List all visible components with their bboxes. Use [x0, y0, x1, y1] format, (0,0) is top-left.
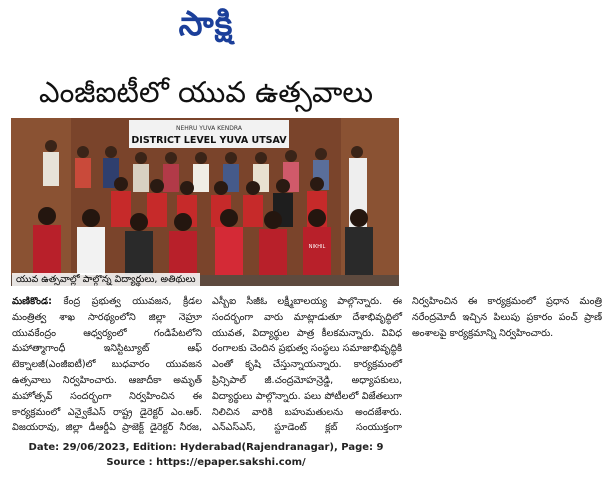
- article-dateline: మణికొండ:: [12, 296, 52, 307]
- article-body: [12, 294, 602, 446]
- jersey-text: NIKHIL: [308, 244, 326, 250]
- banner-title: DISTRICT LEVEL YUVA UTSAV: [131, 135, 287, 146]
- article-body-text: కేంద్ర ప్రభుత్వ యువజన, క్రీడల మంత్రిత్వ శాఖ సారథ్యంలోని జిల్లా నెహ్రూ యువకేంద్రం ఆధ్వర్యంలో గండిపేటలోని మహాత్మాగాంధీ ఇనిస్టిట్యూట్ ఆఫ్ టెక్నాలజీ(ఎంజీఐటీ)లో బుధవారం యువజన ఉత్సవాలు నిర్వహించారు. ఆజాదీకా అమృత్ మహోత్సవ్ సందర్భంగా నిర్వహించిన ఈ కార్యక్రమంలో ఎన్వైకేఎస్ రాష్ట్ర డైరెక్టర్ ఎం.ఆర్. విజయరావు, జిల్లా డీఆర్డీఏ ప్రాజెక్ట్ డైరెక్టర్ నీరజ, ఎస్బీఐ సీజీఓ లక్ష్మీబాలయ్య పాల్గొన్నారు. ఈ సందర్భంగా వారు మాట్లాడుతూ దేశాభివృద్ధిలో యువత, విద్యార్థుల పాత్ర కీలకమన్నారు. వివిధ రంగాలకు చెందిన ప్రభుత్వ సంస్థలు సమాజాభివృద్ధికి ఎంతో కృషి చేస్తున్నాయన్నారు. కార్యక్రమంలో ప్రిన్సిపాల్ జీ.చంద్రమోహన్రెడ్డి, అధ్యాపకులు, విద్యార్థులు పాల్గొన్నారు. పలు పోటీలలో విజేతలుగా నిలిచిన వారికి బహుమతులను అందజేశారు. ఎన్ఎస్ఎస్, స్టూడెంట్ క్లబ్ సంయుక్తంగా నిర్వహించిన ఈ కార్యక్రమంలో ప్రధాన మంత్రి నరేంద్రమోదీ ఇచ్చిన పిలుపు ప్రకారం పంచ్ ప్రాణ్ అంశాలపై కార్యక్రమాన్ని నిర్వహించారు.: [12, 296, 602, 434]
- article-headline: ఎంజీఐటీలో యువ ఉత్సవాలు: [38, 75, 374, 109]
- footer: [0, 440, 412, 470]
- edition-info: Date: 29/06/2023, Edition: Hyderabad(Rajendranagar), Page: 9: [28, 442, 384, 453]
- photo-caption: యువ ఉత్సవాల్లో పాల్గొన్న విద్యార్థులు, అతిథులు: [12, 273, 200, 287]
- newspaper-masthead: సాక్షి: [178, 4, 234, 44]
- banner-subtitle: NEHRU YUVA KENDRA: [176, 125, 242, 132]
- group-photo-illustration: [11, 118, 399, 286]
- source-link[interactable]: Source : https://epaper.sakshi.com/: [106, 457, 306, 468]
- article-photo: [11, 118, 399, 286]
